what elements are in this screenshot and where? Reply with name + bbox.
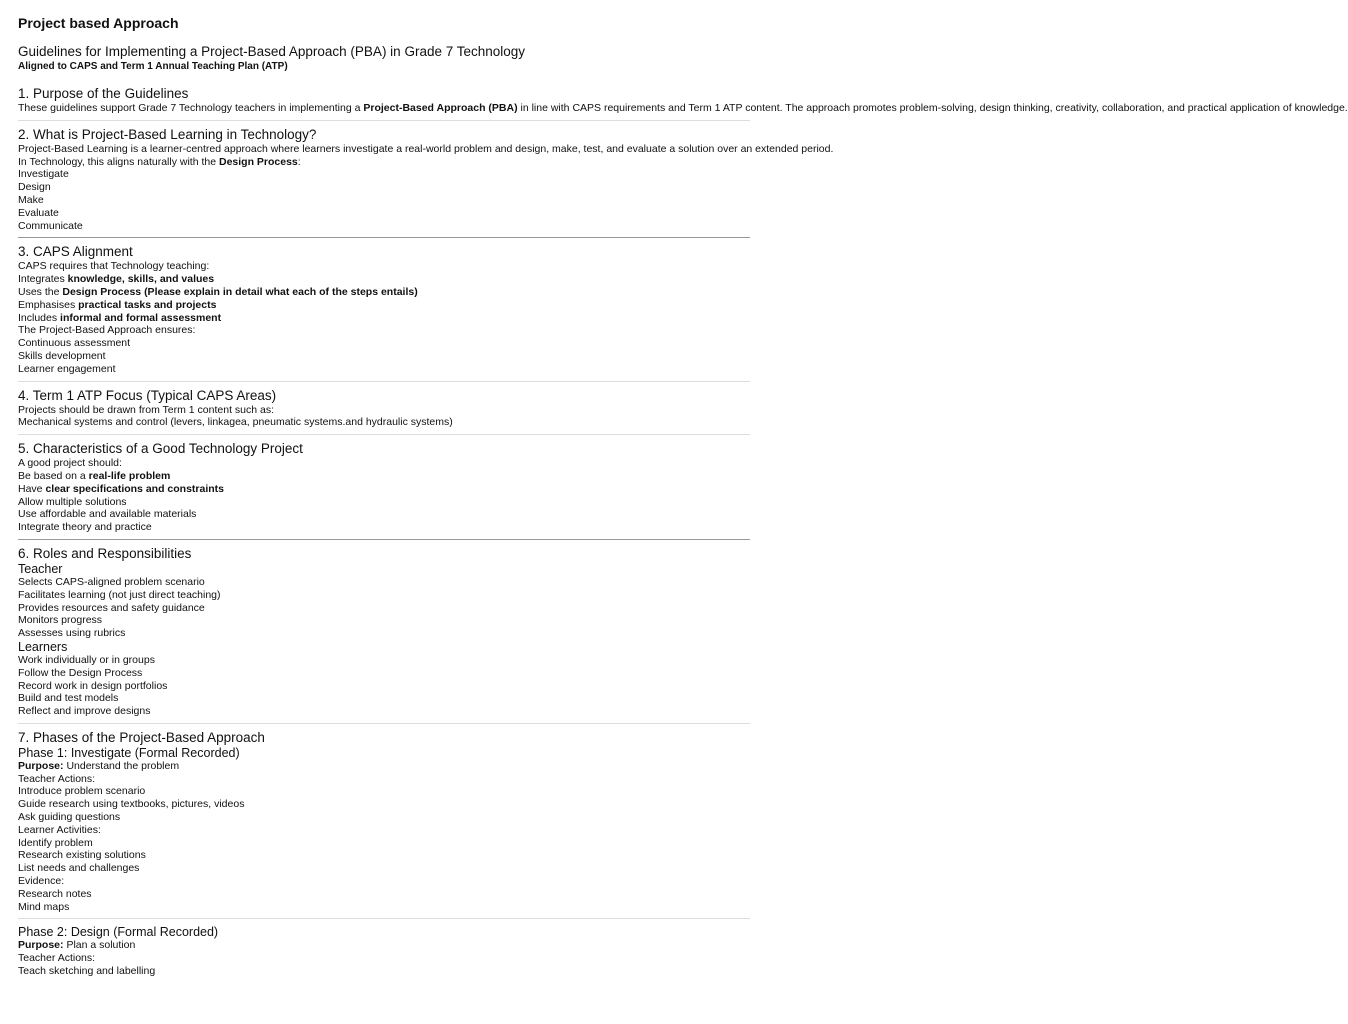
section-phases: [18, 724, 750, 920]
list-item: [18, 273, 750, 286]
list-item: Research notes: [18, 887, 92, 900]
document-title: Project based Approach: [18, 15, 179, 31]
pbl-bold: Design Process: [218, 155, 298, 168]
item-bold: clear specifications and constraints: [45, 482, 224, 495]
purpose-text-cont: in line with CAPS requirements and Term 1 ATP content. The approach promotes problem-solving, design thinking, creativity, collaboration, and practical application of knowledge.: [520, 102, 1348, 114]
section-heading: 4. Term 1 ATP Focus (Typical CAPS Areas): [18, 387, 277, 403]
list-item: Follow the Design Process: [18, 666, 143, 679]
teacher-actions-label: Teacher Actions:: [18, 952, 96, 965]
list-item: Research existing solutions: [18, 849, 146, 862]
item-text: Emphasises: [18, 298, 76, 311]
list-item: Skills development: [18, 349, 106, 362]
list-item: Monitors progress: [18, 614, 103, 627]
list-item: Teach sketching and labelling: [18, 965, 156, 978]
list-item: [18, 312, 750, 325]
pbl-colon: :: [297, 155, 301, 168]
purpose-label: Purpose:: [18, 759, 64, 772]
document: [18, 14, 1348, 978]
purpose-bold: Project-Based Approach (PBA): [363, 102, 518, 114]
list-item: Ask guiding questions: [18, 811, 121, 824]
item-text: Uses the: [18, 285, 60, 298]
phase-title: Phase 2: Design (Formal Recorded): [18, 925, 219, 940]
list-item: Work individually or in groups: [18, 653, 155, 666]
list-item: Provides resources and safety guidance: [18, 601, 205, 614]
purpose-text: These guidelines support Grade 7 Technology teachers in implementing a: [18, 102, 361, 114]
section-heading: 5. Characteristics of a Good Technology Project: [18, 441, 303, 457]
list-item: Guide research using textbooks, pictures, videos: [18, 798, 245, 811]
characteristics-intro: A good project should:: [18, 457, 122, 470]
document-alignment-note: Aligned to CAPS and Term 1 Annual Teaching Plan (ATP): [18, 61, 288, 72]
atp-line: Mechanical systems and control (levers, linkagea, pneumatic systems.and hydraulic systems): [18, 416, 453, 429]
item-bold: real-life problem: [88, 469, 171, 482]
list-item: Record work in design portfolios: [18, 679, 168, 692]
list-item: Selects CAPS-aligned problem scenario: [18, 575, 205, 588]
section-heading: 3. CAPS Alignment: [18, 244, 133, 260]
item-bold: knowledge, skills, and values: [67, 273, 215, 286]
phase-title: Phase 1: Investigate (Formal Recorded): [18, 745, 240, 760]
caps-intro: CAPS requires that Technology teaching:: [18, 260, 210, 273]
list-item: Communicate: [18, 219, 83, 232]
atp-line: Projects should be drawn from Term 1 content such as:: [18, 403, 275, 416]
phase-purpose: [18, 939, 750, 952]
list-item: Use affordable and available materials: [18, 508, 197, 521]
section-heading: 7. Phases of the Project-Based Approach: [18, 729, 265, 745]
teacher-heading: Teacher: [18, 561, 63, 576]
section-heading: 6. Roles and Responsibilities: [18, 545, 192, 561]
list-item: Assesses using rubrics: [18, 627, 126, 640]
evidence-label: Evidence:: [18, 875, 65, 888]
document-subtitle: Guidelines for Implementing a Project-Based Approach (PBA) in Grade 7 Technology: [18, 44, 526, 59]
list-item: Reflect and improve designs: [18, 705, 151, 718]
learners-heading: Learners: [18, 639, 68, 654]
section-roles: [18, 540, 750, 724]
section-characteristics: [18, 435, 750, 540]
item-bold: informal and formal assessment: [60, 311, 222, 324]
phase-purpose: [18, 760, 750, 773]
list-item: Allow multiple solutions: [18, 495, 127, 508]
pba-ensures: The Project-Based Approach ensures:: [18, 324, 196, 337]
item-text: Integrates: [18, 273, 65, 286]
list-item: Evaluate: [18, 206, 59, 219]
item-text: Have: [18, 482, 43, 495]
list-item: Integrate theory and practice: [18, 521, 152, 534]
list-item: Design: [18, 181, 51, 194]
purpose-text: Understand the problem: [66, 759, 180, 772]
section-purpose: [18, 80, 1348, 121]
list-item: Introduce problem scenario: [18, 785, 146, 798]
list-item: Investigate: [18, 168, 69, 181]
list-item: Continuous assessment: [18, 337, 131, 350]
list-item: Build and test models: [18, 692, 119, 705]
list-item: Learner engagement: [18, 362, 116, 375]
item-text: Includes: [18, 311, 58, 324]
list-item: [18, 286, 750, 299]
list-item: [18, 483, 750, 496]
phase-2-block: [18, 919, 750, 977]
item-text: Be based on a: [18, 469, 86, 482]
list-item: Identify problem: [18, 836, 93, 849]
section-what-is-pbl: [18, 121, 834, 239]
teacher-actions-label: Teacher Actions:: [18, 772, 96, 785]
purpose-label: Purpose:: [18, 939, 64, 952]
section-heading: 2. What is Project-Based Learning in Technology?: [18, 126, 317, 142]
list-item: List needs and challenges: [18, 862, 140, 875]
section-caps-alignment: [18, 238, 750, 381]
purpose-line-1: [18, 102, 1348, 115]
list-item: Facilitates learning (not just direct teaching): [18, 588, 221, 601]
pbl-text: In Technology, this aligns naturally with the: [18, 155, 217, 168]
section-heading: 1. Purpose of the Guidelines: [18, 86, 189, 101]
list-item: Mind maps: [18, 900, 70, 913]
list-item: [18, 470, 750, 483]
pbl-design-process-line: [18, 156, 750, 169]
list-item: [18, 299, 750, 312]
item-bold: practical tasks and projects: [78, 298, 217, 311]
section-term1-atp: [18, 382, 750, 436]
pbl-definition: Project-Based Learning is a learner-centred approach where learners investigate a real-world problem and design, make, test, and evaluate a solution over an extended period.: [18, 142, 834, 155]
learner-activities-label: Learner Activities:: [18, 823, 101, 836]
purpose-text: Plan a solution: [66, 939, 136, 952]
item-bold: Design Process (Please explain in detail what each of the steps entails): [62, 285, 418, 298]
list-item: Make: [18, 193, 44, 206]
design-process-steps: [18, 168, 750, 232]
